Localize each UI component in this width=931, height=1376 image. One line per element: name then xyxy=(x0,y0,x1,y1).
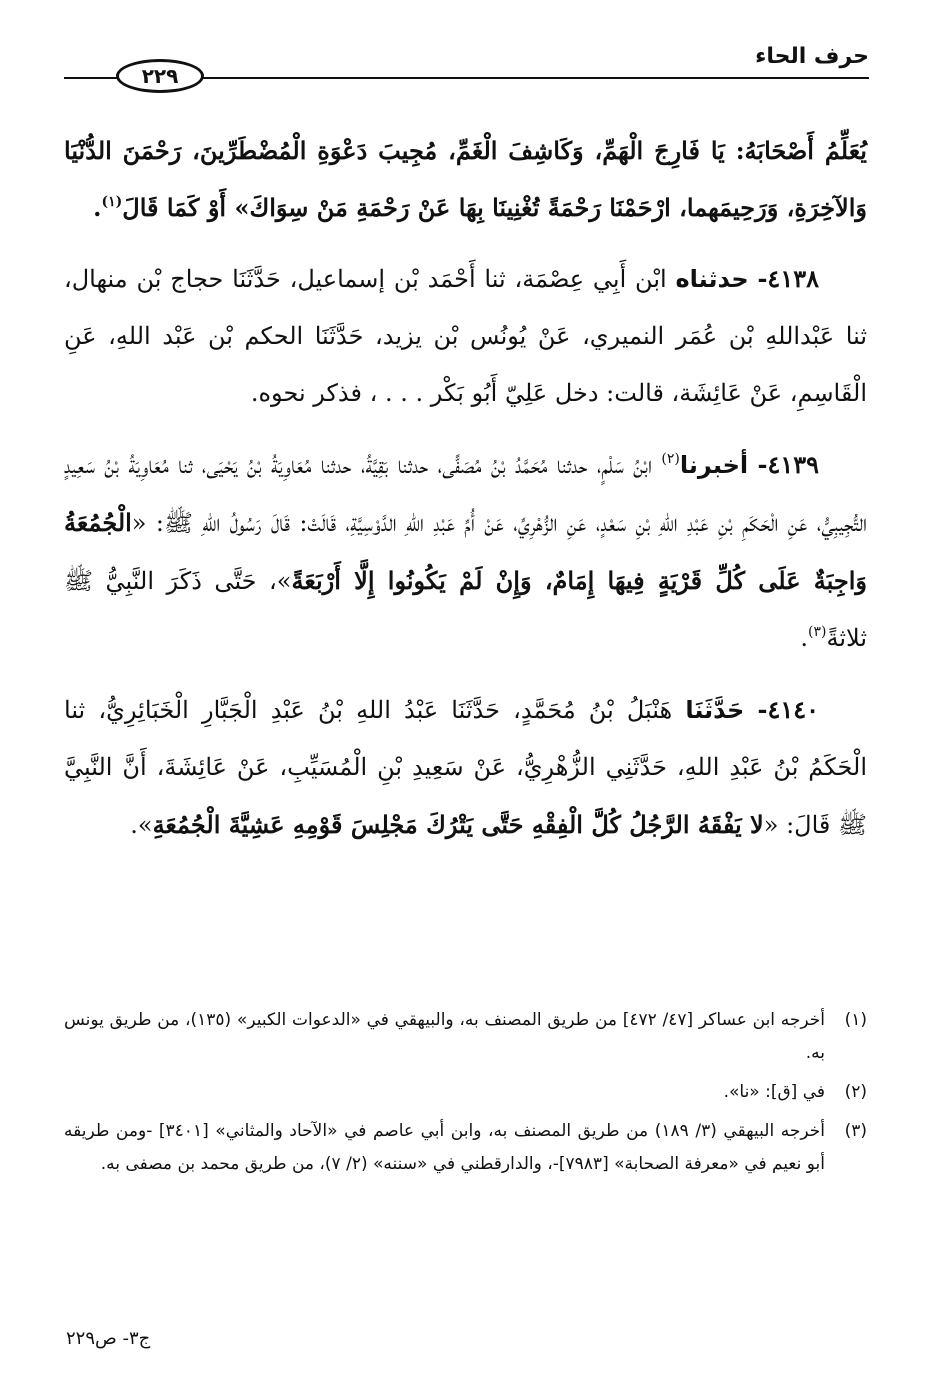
hadith-4140 xyxy=(64,681,867,854)
footnote-3 xyxy=(64,1115,867,1181)
paragraph-1-text: يُعَلِّمُ أَصْحَابَهُ: يَا فَارِجَ الْهَمِّ، وَكَاشِفَ الْغَمِّ، مُجِيبَ دَعْوَةِ الْمُضْطَرِّينَ، رَحْمَنَ الدُّنْيَا وَالآخِرَةِ، وَرَحِيمَهما، ارْحَمْنَا رَحْمَةً تُغْنِينَا بِهَا عَنْ رَحْمَةِ مَنْ سِوَاكَ» أَوْ كَمَا قَالَ xyxy=(64,136,867,222)
footnote-2-text: في [ق]: «نا». xyxy=(723,1082,825,1102)
footnote-3-mark: (٣) xyxy=(844,1121,867,1141)
footnote-ref-2[interactable]: (٢) xyxy=(661,451,680,467)
hadith-4139 xyxy=(64,436,867,667)
footnote-3-text: أخرجه البيهقي (٣/ ١٨٩) من طريق المصنف به، وابن أبي عاصم في «الآحاد والمثاني» [٣٤٠١] -ومن طريقه أبو نعيم في «معرفة الصحابة» [٧٩٨٣]-، والدارقطني في «سننه» (٢/ ٧)، من طريق محمد بن مصفى به. xyxy=(64,1121,825,1174)
hadith-4140-chain: هَنْبَلُ بْنُ مُحَمَّدٍ، حَدَّثَنَا عَبْدُ اللهِ بْنُ عَبْدِ الْجَبَّارِ الْخَبَائِرِيُّ، ثنا الْحَكَمُ بْنُ عَبْدِ اللهِ، حَدَّثَنِي الزُّهْرِيُّ، عَنْ سَعِيدِ بْنِ الْمُسَيِّبِ، عَنْ عَائِشَةَ، أَنَّ النَّبِيَّ ﷺ قَالَ: « xyxy=(64,696,867,839)
hadith-4140-matn: لا يَفْقَهُ الرَّجُلُ كُلَّ الْفِقْهِ حَتَّى يَتْرُكَ مَجْلِسَ قَوْمِهِ عَشِيَّةَ الْجُمُعَةِ xyxy=(152,810,764,839)
page-header xyxy=(64,40,869,96)
hadith-4139-keyword: أخبرنا xyxy=(679,451,749,479)
footnote-2-mark: (٢) xyxy=(844,1082,867,1102)
footnotes xyxy=(64,1004,867,1187)
hadith-4139-chain: ابْنُ سَلْمٍ، حدثنا مُحَمَّدُ بْنُ مُصَفًّى، حدثنا بَقِيَّةُ، حدثنا مُعَاوِيَةُ بْنُ يَحْيَى، ثنا مُعَاوِيَةُ بْنُ سَعِيدٍ التُّجِيبِيُّ، عَنِ الْحَكَمِ بْنِ عَبْدِ اللهِ بْنِ سَعْدٍ، عَنِ الزُّهْرِيِّ، عَنْ أُمِّ عَبْدِ اللهِ الدَّوْسِيَّةِ، قَالَتْ: قَالَ رَسُولُ اللهِ ﷺ: « xyxy=(64,451,867,537)
hadith-4138-text: ابْن أَبِي عِصْمَة، ثنا أَحْمَد بْن إسماعيل، حَدَّثَنَا حجاج بْن منهال، ثنا عَبْداللهِ بْن عُمَر النميري، عَنْ يُونُس بْن يزيد، حَدَّثَنَا الحكم بْن عَبْد اللهِ، عَنِ الْقَاسِمِ، عَنْ عَائِشَة، قالت: دخل عَلِيّ أَبُو بَكْر . . . ، فذكر نحوه. xyxy=(64,265,868,407)
body-text xyxy=(64,122,867,868)
volume-page-signature: ج٣- ص٢٢٩ xyxy=(66,1328,151,1349)
section-title: حرف الحاء xyxy=(755,44,869,69)
hadith-4139-number: ٤١٣٩- xyxy=(757,450,819,479)
footnote-1 xyxy=(64,1004,867,1070)
footnote-1-text: أخرجه ابن عساكر [٤٧/ ٤٧٢] من طريق المصنف به، والبيهقي في «الدعوات الكبير» (١٣٥)، من طريق يونس به. xyxy=(64,1010,825,1063)
paragraph-1 xyxy=(64,122,867,236)
footnote-ref-3[interactable]: (٣) xyxy=(807,624,827,640)
hadith-4138 xyxy=(64,250,867,422)
hadith-4139-matn: الْجُمُعَةُ وَاجِبَةٌ عَلَى كُلِّ قَرْيَةٍ فِيهَا إِمَامٌ، وَإِنْ لَمْ يَكُونُوا إِلَّا أَرْبَعَةً xyxy=(64,508,868,595)
page-number-oval xyxy=(116,59,204,93)
page-number: ٢٢٩ xyxy=(141,64,179,88)
footnote-ref-1[interactable]: (١) xyxy=(101,194,123,210)
hadith-4140-number: ٤١٤٠- xyxy=(757,695,819,724)
footnote-2 xyxy=(64,1076,867,1109)
footnote-1-mark: (١) xyxy=(844,1010,867,1030)
hadith-4140-keyword: حَدَّثَنَا xyxy=(685,696,745,724)
hadith-4139-after: »، حَتَّى ذَكَرَ النَّبِيُّ ﷺ ثلاثةً xyxy=(64,567,867,652)
paragraph-1-end: . xyxy=(93,193,102,222)
hadith-4138-keyword: حدثناه xyxy=(675,265,749,293)
hadith-4140-after: ». xyxy=(130,811,153,839)
hadith-4138-number: ٤١٣٨- xyxy=(757,264,819,293)
hadith-4139-end: . xyxy=(800,624,808,652)
